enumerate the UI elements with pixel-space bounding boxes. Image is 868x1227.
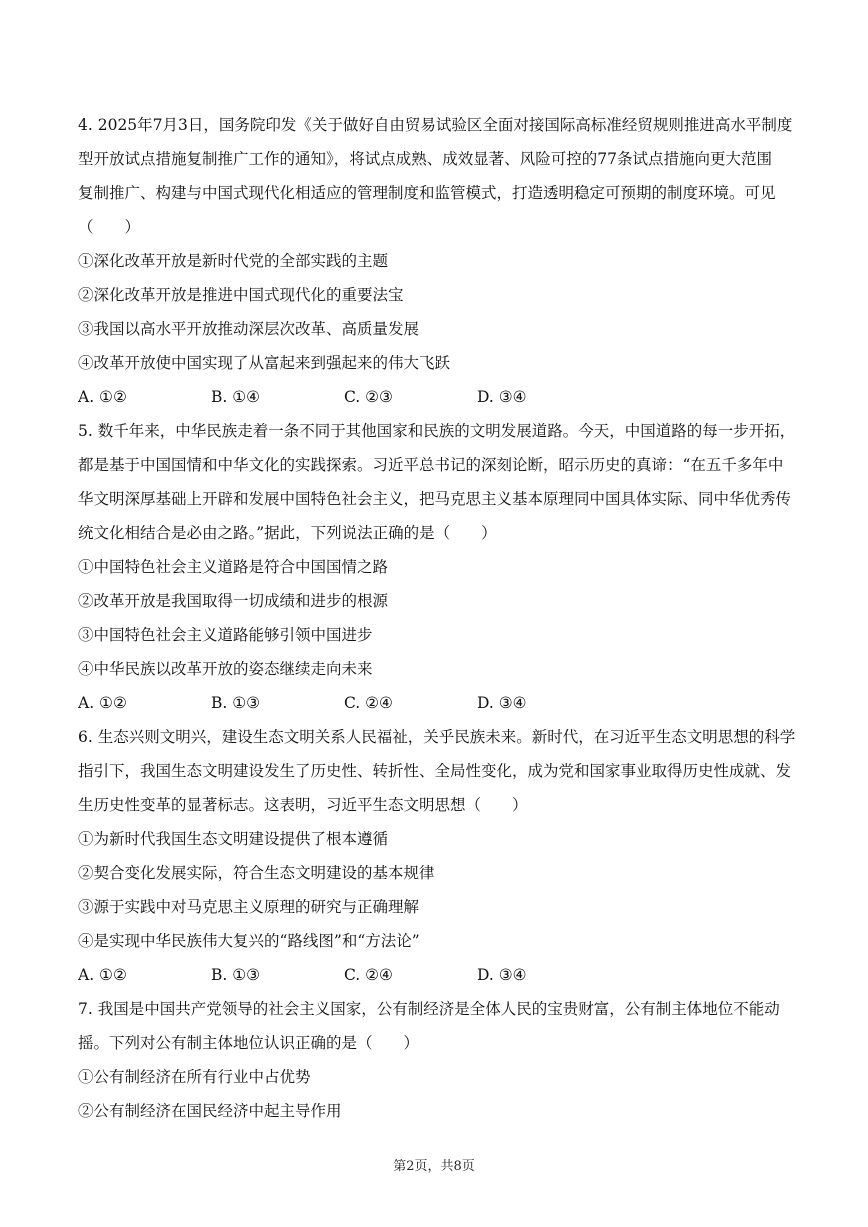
- question-stem-line: 5. 数千年来，中华民族走着一条不同于其他国家和民族的文明发展道路。今天，中国道路的每一步开拓，: [78, 422, 796, 440]
- statement-option: ①中国特色社会主义道路是符合中国国情之路: [78, 558, 389, 576]
- question-stem-line: 6. 生态兴则文明兴，建设生态文明关系人民福祉，关乎民族未来。新时代，在习近平生态文明思想的科学: [78, 728, 796, 746]
- question-stem-line: 指引下，我国生态文明建设发生了历史性、转折性、全局性变化，成为党和国家事业取得历史性成就、发: [78, 762, 792, 780]
- statement-option: ①为新时代我国生态文明建设提供了根本遵循: [78, 830, 389, 848]
- question-list: [78, 108, 798, 1128]
- question-stem-line: 摇。下列对公有制主体地位认识正确的是（ ）: [78, 1034, 420, 1052]
- choice-a[interactable]: A. ①②: [78, 966, 127, 984]
- question-stem-line: 统文化相结合是必由之路。”据此，下列说法正确的是（ ）: [78, 524, 497, 542]
- question-4: [78, 108, 798, 414]
- question-stem-line: 7. 我国是中国共产党领导的社会主义国家，公有制经济是全体人民的宝贵财富，公有制主体地位不能动: [78, 1000, 780, 1018]
- choice-a[interactable]: A. ①②: [78, 388, 127, 406]
- question-stem-line: 生历史性变革的显著标志。这表明，习近平生态文明思想（ ）: [78, 796, 528, 814]
- statement-option: ④是实现中华民族伟大复兴的“路线图”和“方法论”: [78, 932, 420, 950]
- choice-d[interactable]: D. ③④: [477, 966, 527, 984]
- statement-option: ①公有制经济在所有行业中占优势: [78, 1068, 311, 1086]
- statement-option: ④改革开放使中国实现了从富起来到强起来的伟大飞跃: [78, 354, 451, 372]
- statement-option: ②公有制经济在国民经济中起主导作用: [78, 1102, 342, 1120]
- answer-choices: [78, 958, 798, 992]
- choice-c[interactable]: C. ②④: [344, 966, 393, 984]
- question-stem-line: 华文明深厚基础上开辟和发展中国特色社会主义，把马克思主义基本原理同中国具体实际、同中华优秀传: [78, 490, 792, 508]
- choice-a[interactable]: A. ①②: [78, 694, 127, 712]
- question-5: [78, 414, 798, 720]
- answer-choices: [78, 380, 798, 414]
- statement-option: ③源于实践中对马克思主义原理的研究与正确理解: [78, 898, 420, 916]
- question-stem-line: 型开放试点措施复制推广工作的通知》，将试点成熟、成效显著、风险可控的77条试点措施向更大范围: [78, 150, 772, 168]
- statement-option: ③中国特色社会主义道路能够引领中国进步: [78, 626, 373, 644]
- page-number-footer: 第2页，共8页: [393, 1159, 475, 1174]
- answer-choices: [78, 686, 798, 720]
- statement-option: ②改革开放是我国取得一切成绩和进步的根源: [78, 592, 389, 610]
- choice-d[interactable]: D. ③④: [477, 694, 527, 712]
- choice-b[interactable]: B. ①③: [211, 694, 261, 712]
- question-stem-line: 复制推广、构建与中国式现代化相适应的管理制度和监管模式，打造透明稳定可预期的制度环境。可见: [78, 184, 776, 202]
- statement-option: ②契合变化发展实际，符合生态文明建设的基本规律: [78, 864, 435, 882]
- statement-option: ②深化改革开放是推进中国式现代化的重要法宝: [78, 286, 404, 304]
- statement-option: ③我国以高水平开放推动深层次改革、高质量发展: [78, 320, 420, 338]
- choice-d[interactable]: D. ③④: [477, 388, 527, 406]
- question-stem-line: 4. 2025年7月3日，国务院印发《关于做好自由贸易试验区全面对接国际高标准经贸规则推进高水平制度: [78, 116, 793, 134]
- statement-option: ①深化改革开放是新时代党的全部实践的主题: [78, 252, 389, 270]
- choice-b[interactable]: B. ①④: [211, 388, 261, 406]
- answer-blank: （ ）: [78, 218, 141, 236]
- question-stem-line: 都是基于中国国情和中华文化的实践探索。习近平总书记的深刻论断，昭示历史的真谛：“在五千多年中: [78, 456, 784, 474]
- choice-c[interactable]: C. ②④: [344, 694, 393, 712]
- choice-c[interactable]: C. ②③: [344, 388, 393, 406]
- question-6: [78, 720, 798, 992]
- question-7: [78, 992, 798, 1128]
- statement-option: ④中华民族以改革开放的姿态继续走向未来: [78, 660, 373, 678]
- choice-b[interactable]: B. ①③: [211, 966, 261, 984]
